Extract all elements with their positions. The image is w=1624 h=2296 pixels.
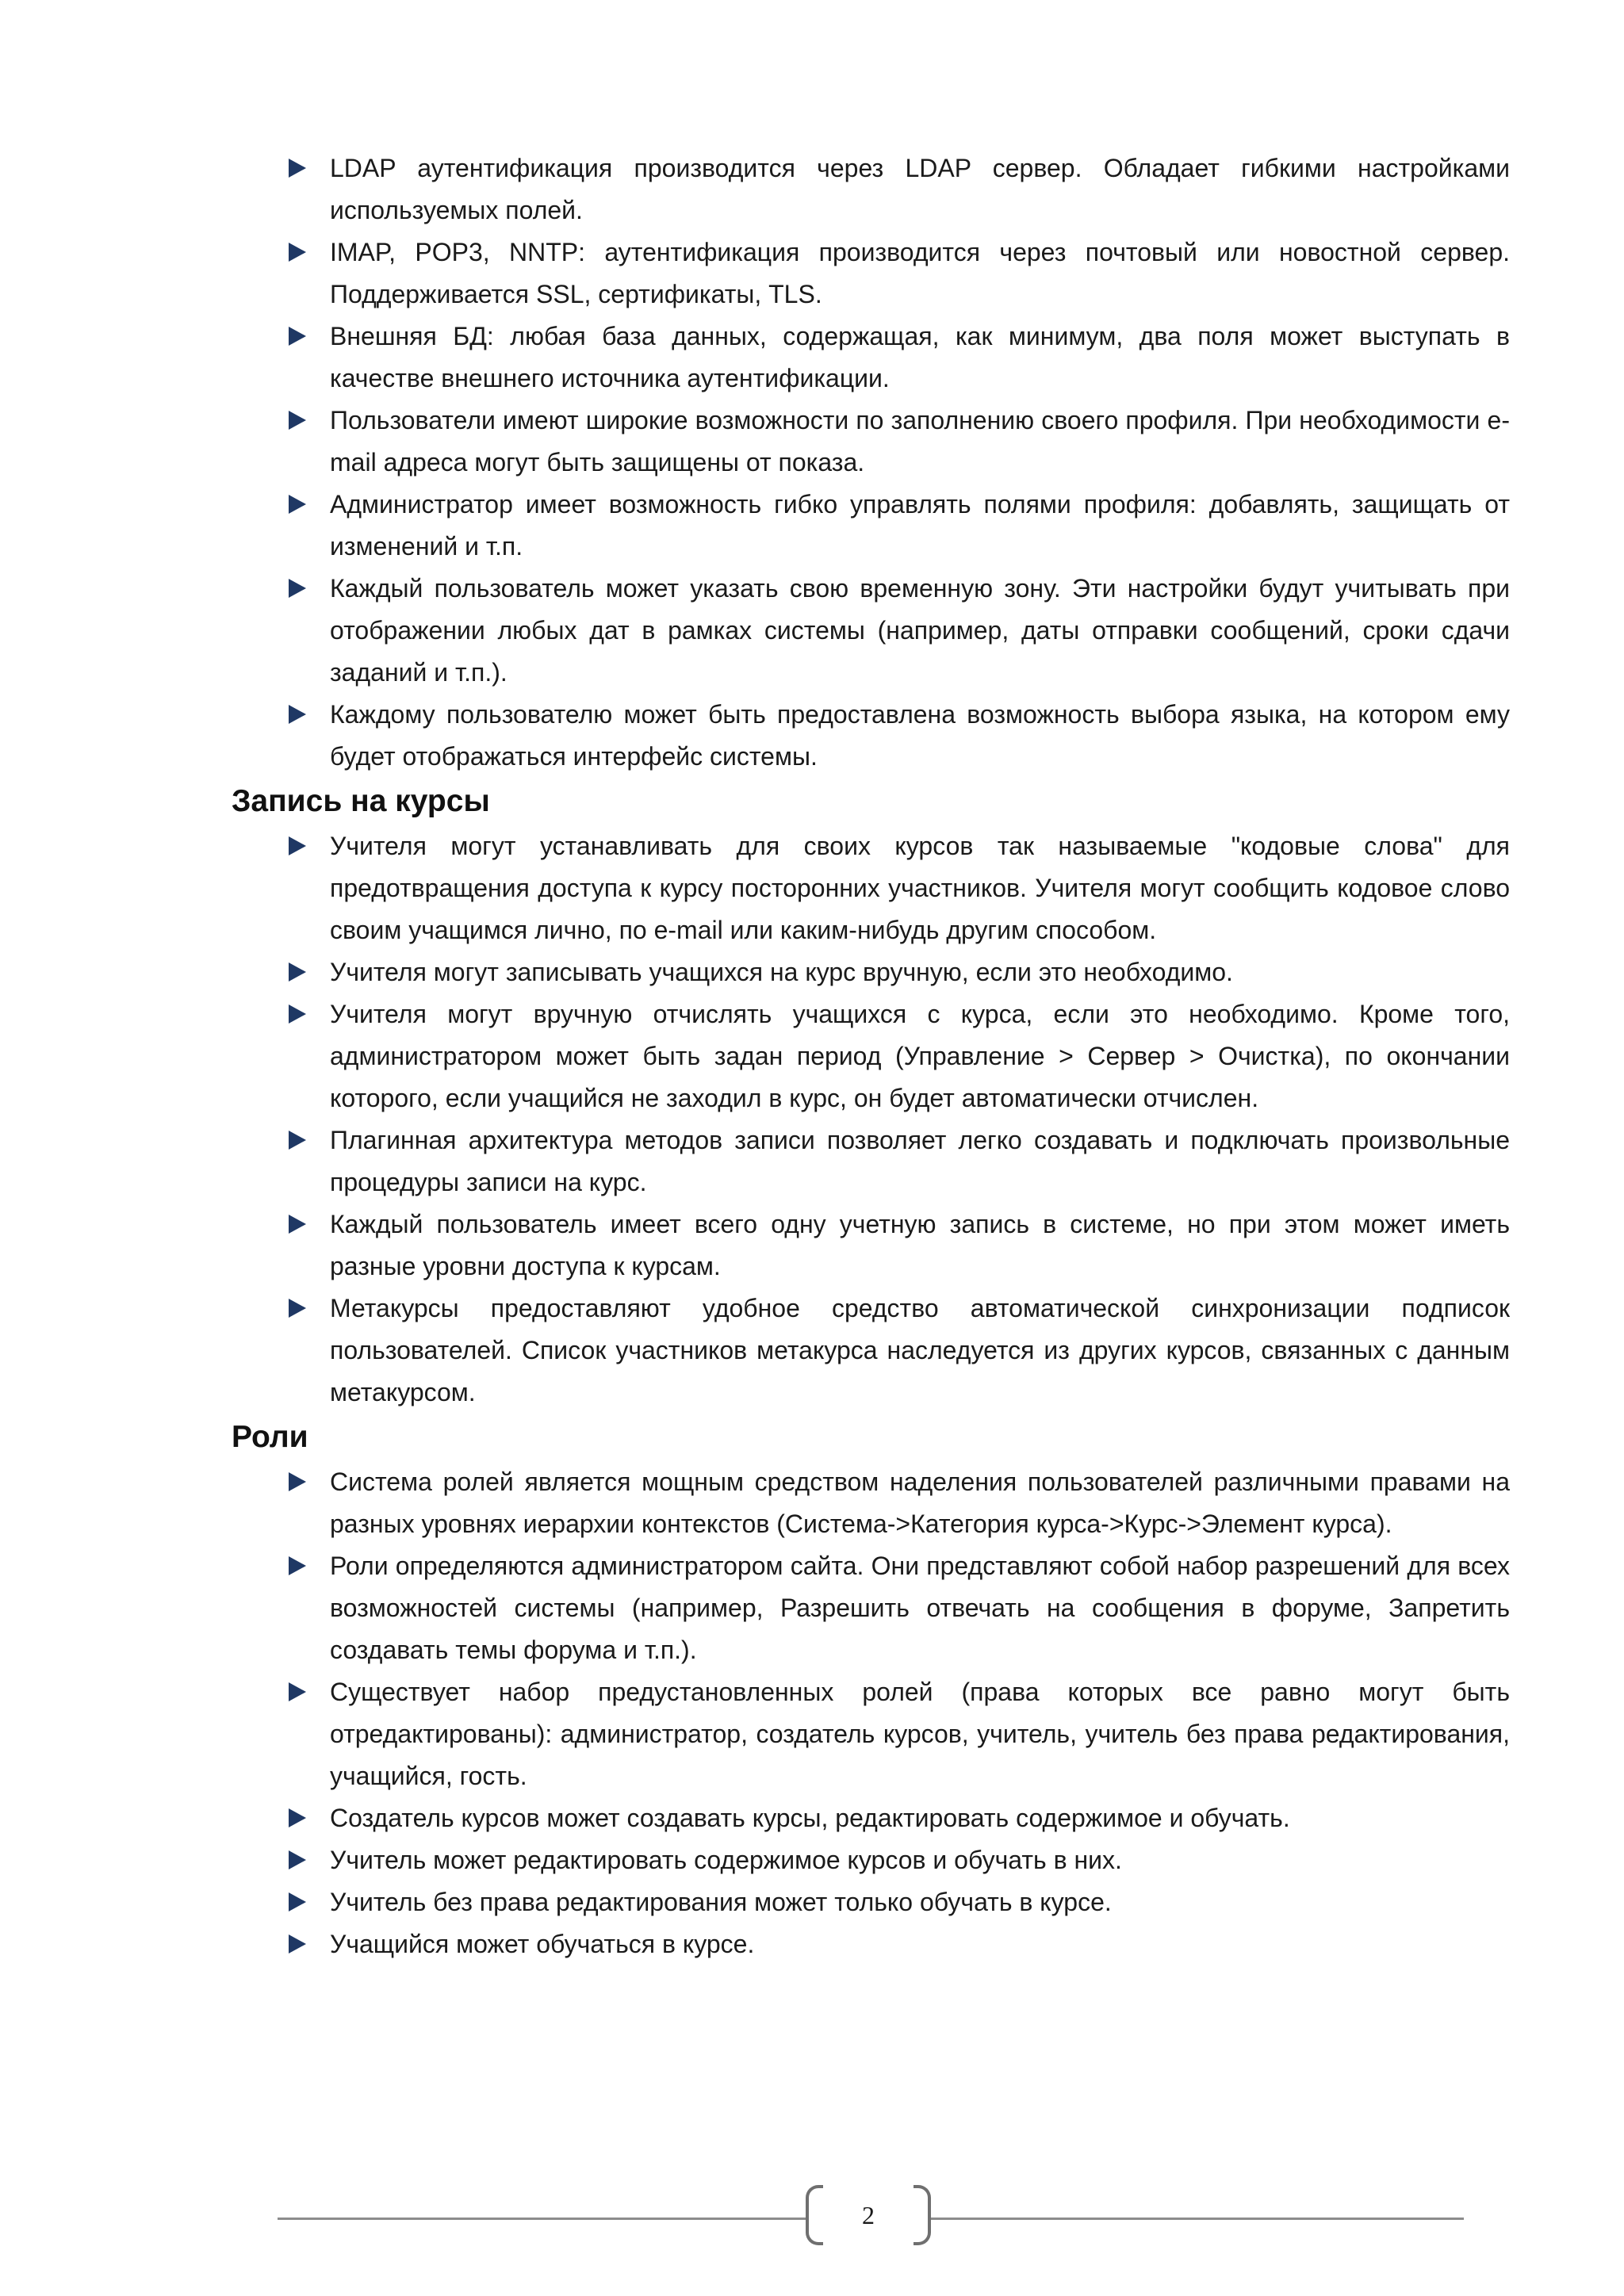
triangle-bullet-icon [289,1131,306,1150]
list-item-text: Внешняя БД: любая база данных, содержащая, как минимум, два поля может выступать в качестве внешнего источника аутентификации. [330,322,1510,392]
triangle-bullet-icon [289,243,306,262]
list-item-text: LDAP аутентификация производится через LDAP сервер. Обладает гибкими настройками используемых полей. [330,154,1510,224]
triangle-bullet-icon [289,1850,306,1869]
list-item-text: Учителя могут устанавливать для своих курсов так называемые "кодовые слова" для предотвращения доступа к курсу посторонних участников. Учителя могут сообщить кодовое слово своим учащимся лично, по e-mail или каким-нибудь другим способом. [330,832,1510,944]
list-item [232,568,1510,694]
list-item [232,1545,1510,1671]
list-item-text: Роли определяются администратором сайта. Они представляют собой набор разрешений для всех возможностей системы (например, Разрешить отвечать на сообщения в форуме, Запретить создавать темы форума и т.п.). [330,1552,1510,1664]
triangle-bullet-icon [289,1808,306,1827]
list-item-text: Создатель курсов может создавать курсы, редактировать содержимое и обучать. [330,1804,1290,1832]
triangle-bullet-icon [289,495,306,514]
roles-list [232,1461,1510,1965]
triangle-bullet-icon [289,1682,306,1701]
right-bracket-icon [914,2185,931,2245]
roles-heading: Роли [232,1420,308,1454]
list-item-text: Существует набор предустановленных ролей (права которых все равно могут быть отредактированы): администратор, создатель курсов, учитель, учитель без права редактирования, учащийся, гость. [330,1678,1510,1790]
list-item-text: Плагинная архитектура методов записи позволяет легко создавать и подключать произвольные процедуры записи на курс. [330,1126,1510,1196]
page-content [232,147,1510,1965]
list-item-text: Учащийся может обучаться в курсе. [330,1930,755,1958]
triangle-bullet-icon [289,1215,306,1234]
list-item-text: Учитель без права редактирования может только обучать в курсе. [330,1888,1112,1916]
page-number: 2 [862,2201,875,2229]
footer-rule-left [278,2218,806,2220]
triangle-bullet-icon [289,1934,306,1954]
enrollment-heading: Запись на курсы [232,784,490,818]
list-item [232,232,1510,316]
triangle-bullet-icon [289,1004,306,1024]
list-item [232,951,1510,993]
triangle-bullet-icon [289,1556,306,1575]
list-item [232,1461,1510,1545]
list-item [232,1923,1510,1965]
list-item [232,400,1510,484]
list-item-text: Учителя могут записывать учащихся на курс вручную, если это необходимо. [330,958,1233,986]
list-item-text: Учитель может редактировать содержимое курсов и обучать в них. [330,1846,1122,1874]
list-item [232,1203,1510,1288]
list-item [232,1119,1510,1203]
triangle-bullet-icon [289,705,306,724]
list-item-text: Каждый пользователь имеет всего одну учетную запись в системе, но при этом может иметь разные уровни доступа к курсам. [330,1210,1510,1280]
list-item-text: Метакурсы предоставляют удобное средство автоматической синхронизации подписок пользователей. Список участников метакурса наследуется из других курсов, связанных с данным метакурсом. [330,1294,1510,1406]
list-item [232,825,1510,951]
footer-rule-right [931,2218,1464,2220]
list-item [232,484,1510,568]
left-bracket-icon [806,2185,823,2245]
list-item-text: Каждый пользователь может указать свою временную зону. Эти настройки будут учитывать при отображении любых дат в рамках системы (например, даты отправки сообщений, сроки сдачи заданий и т.п.). [330,574,1510,687]
list-item [232,1671,1510,1797]
list-item [232,993,1510,1119]
triangle-bullet-icon [289,962,306,982]
list-item [232,1881,1510,1923]
list-item [232,147,1510,232]
list-item-text: IMAP, POP3, NNTP: аутентификация производится через почтовый или новостной сервер. Поддерживается SSL, сертификаты, TLS. [330,238,1510,308]
list-item-text: Пользователи имеют широкие возможности по заполнению своего профиля. При необходимости e-mail адреса могут быть защищены от показа. [330,406,1510,476]
enrollment-list [232,825,1510,1414]
list-item [232,316,1510,400]
triangle-bullet-icon [289,411,306,430]
triangle-bullet-icon [289,1299,306,1318]
triangle-bullet-icon [289,159,306,178]
authentication-list [232,147,1510,778]
list-item-text: Каждому пользователю может быть предоставлена возможность выбора языка, на котором ему будет отображаться интерфейс системы. [330,700,1510,771]
triangle-bullet-icon [289,327,306,346]
list-item [232,1288,1510,1414]
triangle-bullet-icon [289,1472,306,1491]
list-item [232,1839,1510,1881]
triangle-bullet-icon [289,579,306,598]
triangle-bullet-icon [289,1892,306,1911]
triangle-bullet-icon [289,836,306,855]
list-item-text: Учителя могут вручную отчислять учащихся с курса, если это необходимо. Кроме того, администратором может быть задан период (Управление > Сервер > Очистка), по окончании которого, если учащийся не заходил в курс, он будет автоматически отчислен. [330,1000,1510,1112]
list-item-text: Администратор имеет возможность гибко управлять полями профиля: добавлять, защищать от изменений и т.п. [330,490,1510,561]
list-item [232,694,1510,778]
page-footer [278,2185,1464,2252]
list-item [232,1797,1510,1839]
list-item-text: Система ролей является мощным средством наделения пользователей различными правами на разных уровнях иерархии контекстов (Система->Категория курса->Курс->Элемент курса). [330,1468,1510,1538]
